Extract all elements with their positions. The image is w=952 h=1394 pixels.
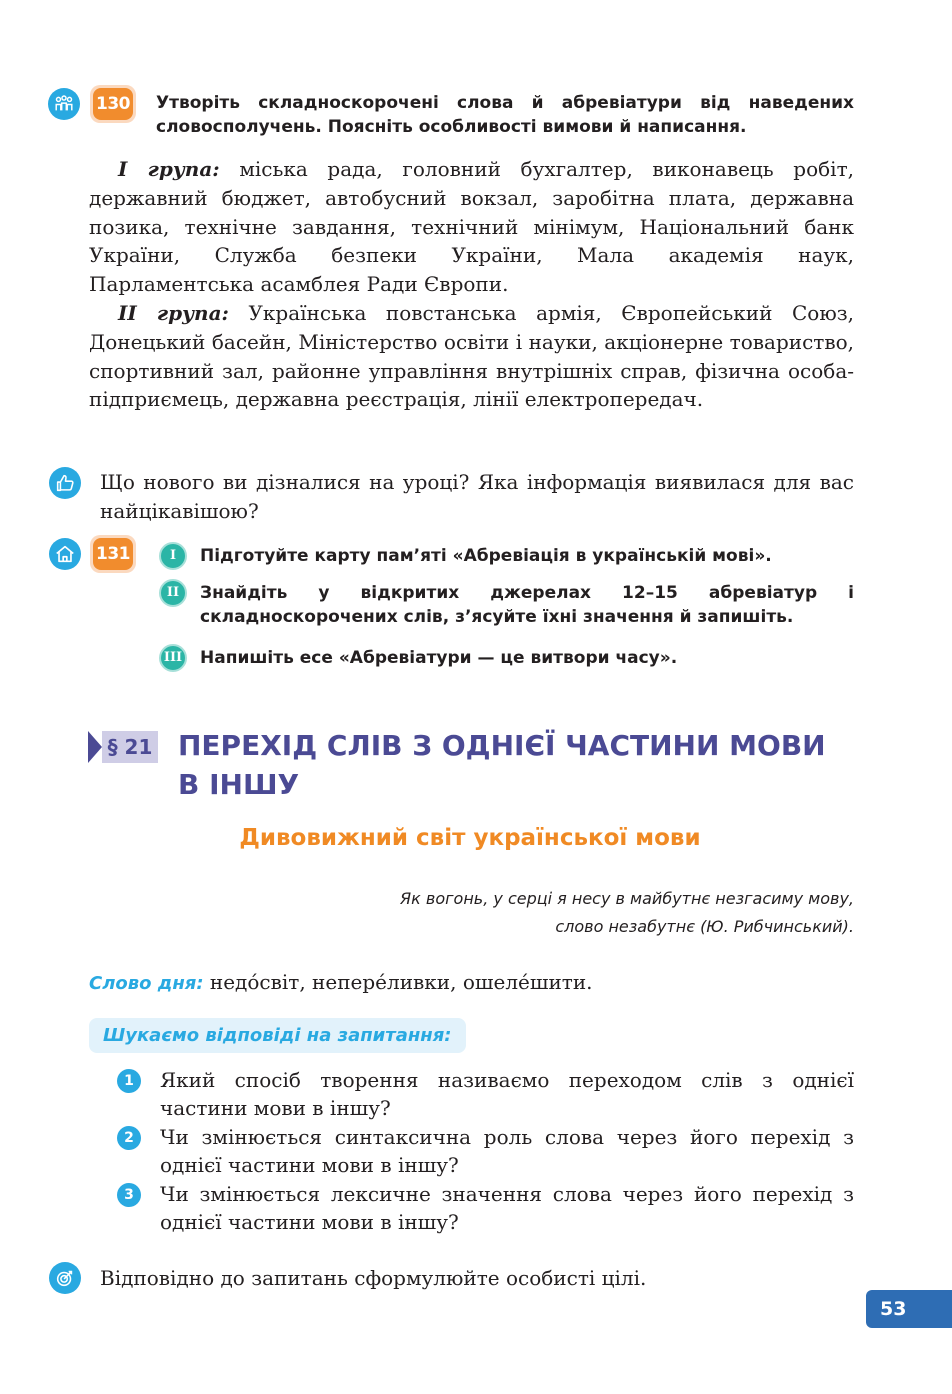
level-badge-2: II xyxy=(159,579,187,607)
question-number: 1 xyxy=(117,1069,141,1093)
questions-heading: Шукаємо відповіді на запитання: xyxy=(89,1018,466,1053)
section-title-line: В ІНШУ xyxy=(178,768,300,801)
level-badge-1: I xyxy=(159,542,187,570)
question-text: Чи змінюється синтаксична роль слова через його перехід з однієї частини мови в іншу? xyxy=(160,1125,854,1177)
word-of-day-words: недо́світ, непере́ливки, ошеле́шити. xyxy=(209,970,593,994)
epigraph xyxy=(250,885,854,941)
word-of-day-label: Слово дня: xyxy=(89,973,204,994)
group-label: II група: xyxy=(118,300,229,325)
section-marker-icon xyxy=(88,731,102,763)
question-number: 3 xyxy=(117,1183,141,1207)
level-task: Підготуйте карту пам’яті «Абревіація в українській мові». xyxy=(200,546,772,566)
home-icon xyxy=(49,538,81,570)
group-work-icon xyxy=(48,88,80,120)
level-task: Напишіть есе «Абревіатури — це витвори часу». xyxy=(200,648,678,668)
epigraph-line: Як вогонь, у серці я несу в майбутнє незгасиму мову, xyxy=(400,889,854,908)
question-text: Чи змінюється лексичне значення слова через його перехід з однієї частини мови в іншу? xyxy=(160,1182,854,1234)
exercise-number: 131 xyxy=(93,538,133,570)
section-title-line: ПЕРЕХІД СЛІВ З ОДНІЄЇ ЧАСТИНИ МОВИ xyxy=(178,729,826,762)
reflection-text: Що нового ви дізналися на уроці? Яка інформація виявилася для вас найцікавішою? xyxy=(100,470,854,523)
level-badge-3: III xyxy=(159,644,187,672)
subheading: Дивовижний світ української мови xyxy=(239,825,701,851)
group-label: I група: xyxy=(118,157,220,181)
exercise-task: Утворіть складноскорочені слова й абревіатури від наведених словосполучень. Поясніть особливості вимови й написання. xyxy=(156,93,854,137)
question-text: Який спосіб творення називаємо переходом слів з однієї частини мови в іншу? xyxy=(160,1068,854,1120)
section-number: § 21 xyxy=(102,731,158,763)
group-text: міська рада, головний бухгалтер, виконавець робіт, державний бюджет, автобусний вокзал, заробітна плата, державна позика, технічне завдання, технічний мінімум, Національний банк України, Служба безпеки України, Мала академія наук, Парламентська асамблея Ради Європи. xyxy=(89,157,855,297)
exercise-number-badge xyxy=(90,85,136,123)
question-number: 2 xyxy=(117,1126,141,1150)
exercise-number: 130 xyxy=(93,88,133,120)
section-title xyxy=(178,726,858,804)
epigraph-line: слово незабутнє (Ю. Рибчинський). xyxy=(555,917,854,936)
exercise-body xyxy=(89,155,854,414)
group-text: Українська повстанська армія, Європейський Союз, Донецький басейн, Міністерство освіти і науки, акціонерне товариство, спортивний зал, районне управління внутрішніх справ, фізична особа-підприємець, державна реєстрація, лінії електропередач. xyxy=(89,300,854,412)
target-goals-icon xyxy=(49,1262,81,1294)
page-number: 53 xyxy=(866,1290,952,1328)
level-task: Знайдіть у відкритих джерелах 12–15 абревіатур і складноскорочених слів, з’ясуйте їхні значення й запишіть. xyxy=(200,583,854,627)
goals-text: Відповідно до запитань сформулюйте особисті цілі. xyxy=(100,1266,647,1290)
word-of-day xyxy=(89,968,854,998)
thumbs-up-icon xyxy=(49,467,81,499)
exercise-number-badge xyxy=(90,535,136,573)
